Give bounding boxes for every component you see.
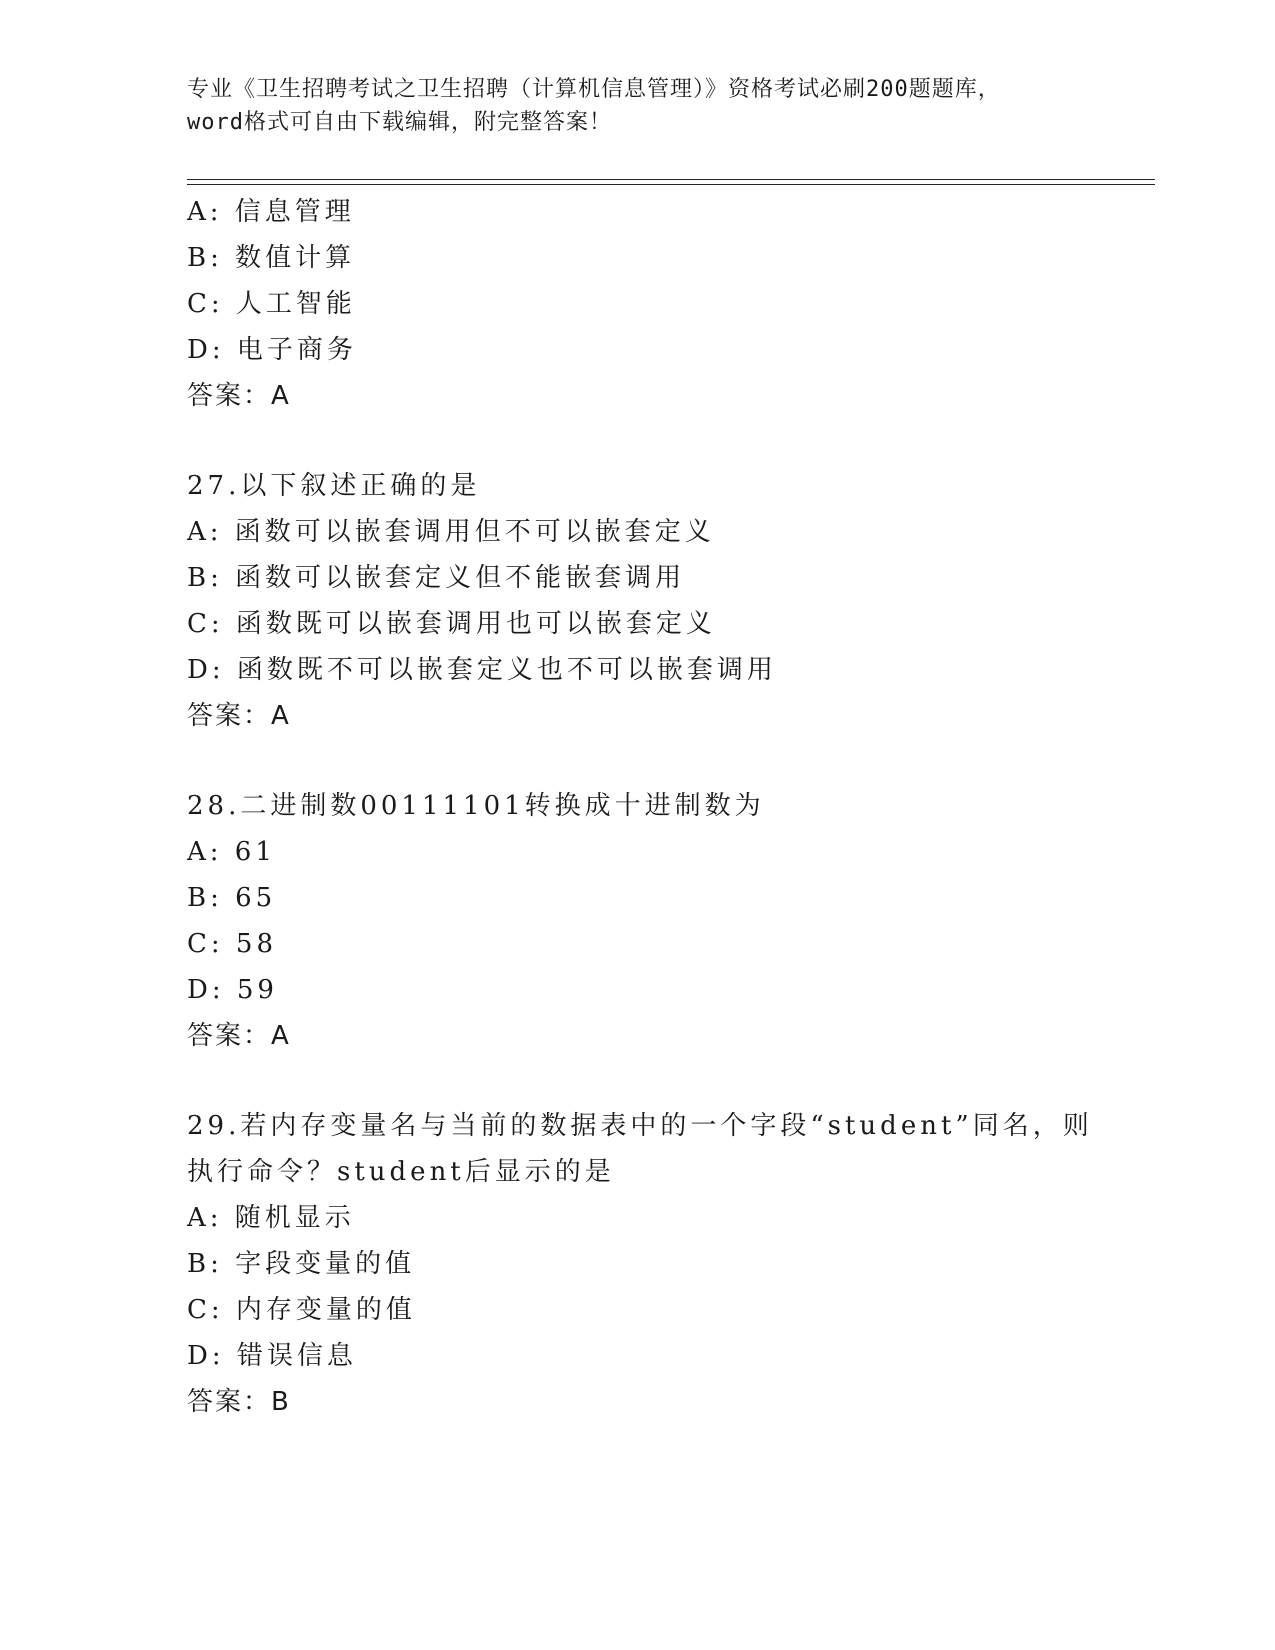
question-title: 28.二进制数00111101转换成十进制数为 [187, 791, 765, 821]
option-c: C: 内存变量的值 [187, 1295, 416, 1325]
header-divider-top [187, 179, 1155, 180]
header-line-1: 专业《卫生招聘考试之卫生招聘（计算机信息管理）》资格考试必刷200题题库， [187, 77, 1001, 102]
option-a: A: 61 [187, 837, 276, 867]
question-title: 27.以下叙述正确的是 [187, 471, 481, 501]
question-title-line-2: 执行命令？student后显示的是 [187, 1157, 615, 1187]
question-26 [187, 189, 1087, 419]
question-28 [187, 783, 1087, 1059]
answer: 答案：A [187, 1021, 291, 1051]
question-list [187, 189, 1093, 1425]
answer: 答案：B [187, 1387, 291, 1417]
option-a: A: 函数可以嵌套调用但不可以嵌套定义 [187, 517, 715, 547]
option-a: A: 信息管理 [187, 197, 355, 227]
option-b: B: 数值计算 [187, 243, 356, 273]
question-title-line-1: 29.若内存变量名与当前的数据表中的一个字段“student”同名，则 [187, 1111, 1093, 1141]
option-a: A: 随机显示 [187, 1203, 355, 1233]
option-b: B: 字段变量的值 [187, 1249, 416, 1279]
answer: 答案：A [187, 381, 291, 411]
option-c: C: 58 [187, 929, 278, 959]
option-d: D: 函数既不可以嵌套定义也不可以嵌套调用 [187, 655, 777, 685]
option-d: D: 59 [187, 975, 278, 1005]
header-divider-bottom [187, 184, 1155, 185]
header-line-2: word格式可自由下载编辑，附完整答案！ [187, 110, 612, 135]
option-d: D: 电子商务 [187, 335, 357, 365]
document-header [187, 73, 1087, 139]
answer: 答案：A [187, 701, 291, 731]
option-b: B: 函数可以嵌套定义但不能嵌套调用 [187, 563, 686, 593]
option-b: B: 65 [187, 883, 277, 913]
option-c: C: 函数既可以嵌套调用也可以嵌套定义 [187, 609, 716, 639]
option-c: C: 人工智能 [187, 289, 356, 319]
option-d: D: 错误信息 [187, 1341, 357, 1371]
question-29 [187, 1103, 1093, 1425]
question-27 [187, 463, 1087, 739]
